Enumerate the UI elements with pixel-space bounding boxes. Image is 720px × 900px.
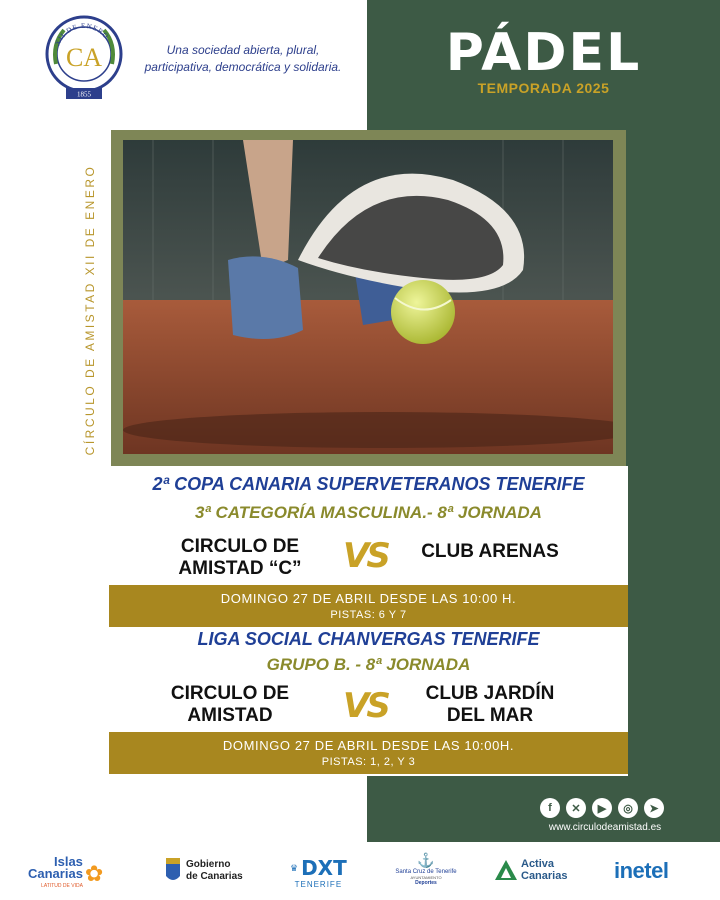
- sponsor-inetel: [614, 858, 668, 884]
- inetel-label: inetel: [614, 858, 669, 883]
- flower-icon: ✿: [84, 861, 104, 886]
- youtube-icon[interactable]: ▶: [592, 798, 612, 818]
- activa-line2: Canarias: [521, 870, 568, 882]
- sponsor-dxt-tenerife: [290, 856, 347, 889]
- dxt-label: DXT: [301, 856, 347, 880]
- match1-schedule-band: [109, 585, 628, 627]
- activa-line1: Activa: [521, 858, 555, 870]
- match2-schedule-band: [109, 732, 628, 774]
- coat-of-arms-icon: [164, 856, 182, 886]
- instagram-icon[interactable]: ◎: [618, 798, 638, 818]
- telegram-icon[interactable]: ➤: [644, 798, 664, 818]
- website-link[interactable]: www.circulodeamistad.es: [548, 822, 662, 833]
- tagline: [128, 42, 358, 76]
- page-title: PÁDEL: [445, 23, 642, 83]
- tagline-line1: Una sociedad abierta, plural,: [166, 43, 320, 57]
- santa-cruz-name: Santa Cruz de Tenerife: [395, 869, 457, 875]
- santa-cruz-sub: AYUNTAMIENTO: [410, 875, 442, 880]
- match1-home-line2: AMISTAD “C”: [178, 558, 302, 579]
- islas-line1: Islas: [54, 854, 83, 869]
- padel-photo: [123, 140, 613, 454]
- match2-courts: PISTAS: 1, 2, Y 3: [321, 756, 416, 768]
- santa-cruz-dep: Deportes: [415, 880, 437, 886]
- match1-courts: PISTAS: 6 Y 7: [330, 609, 407, 621]
- match2-away-line2: DEL MAR: [446, 705, 534, 726]
- islas-tag: LATITUD DE VIDA: [41, 883, 83, 889]
- tenerife-crest-icon: ♛: [290, 862, 299, 873]
- match1-home-line1: CIRCULO DE: [180, 536, 300, 557]
- dxt-sub: TENERIFE: [294, 880, 343, 889]
- season-label: TEMPORADA 2025: [477, 80, 610, 96]
- gobierno-line1: Gobierno: [186, 859, 231, 870]
- sponsor-santa-cruz: [386, 852, 466, 886]
- match2-category: GRUPO B. - 8ª JORNADA: [266, 655, 471, 674]
- tagline-line2: participativa, democrática y solidaria.: [144, 60, 342, 74]
- social-links: [540, 798, 664, 818]
- sponsor-islas-canarias: [28, 856, 103, 892]
- islas-line2: Canarias: [28, 866, 83, 881]
- match2-vs: VS: [343, 686, 388, 726]
- logo-year: 1855: [77, 90, 91, 99]
- match2-away-team: [400, 683, 580, 727]
- logo-monogram: CA: [65, 43, 103, 72]
- sponsor-bar: [0, 842, 720, 900]
- match1-date: DOMINGO 27 DE ABRIL DESDE LAS 10:00 H.: [220, 591, 517, 606]
- match1-home-team: [150, 536, 330, 580]
- match2-competition: LIGA SOCIAL CHANVERGAS TENERIFE: [197, 629, 540, 649]
- match2-home-line1: CIRCULO DE: [170, 683, 290, 704]
- activa-triangle-icon: [494, 858, 518, 882]
- vertical-club-name: CÍRCULO DE AMISTAD XII DE ENERO: [83, 164, 97, 456]
- match2-away-line1: CLUB JARDÍN: [425, 683, 555, 704]
- match1-category: 3ª CATEGORÍA MASCULINA.- 8ª JORNADA: [195, 503, 542, 522]
- match2-home-line2: AMISTAD: [187, 705, 273, 726]
- match1-away-team: CLUB ARENAS: [421, 541, 559, 562]
- sponsor-gobierno-canarias: [164, 856, 243, 886]
- santa-cruz-crest-icon: ⚓: [417, 852, 435, 868]
- club-logo: [44, 14, 124, 106]
- x-icon[interactable]: ✕: [566, 798, 586, 818]
- match1-competition: 2ª COPA CANARIA SUPERVETERANOS TENERIFE: [152, 474, 585, 494]
- gobierno-line2: de Canarias: [186, 871, 243, 882]
- logo-ring-text: XII DE ENERO: [53, 21, 111, 47]
- match2-home-team: [140, 683, 320, 727]
- sponsor-activa-canarias: [494, 858, 567, 882]
- facebook-icon[interactable]: f: [540, 798, 560, 818]
- match2-date: DOMINGO 27 DE ABRIL DESDE LAS 10:00H.: [222, 738, 515, 753]
- match1-vs: VS: [343, 536, 388, 576]
